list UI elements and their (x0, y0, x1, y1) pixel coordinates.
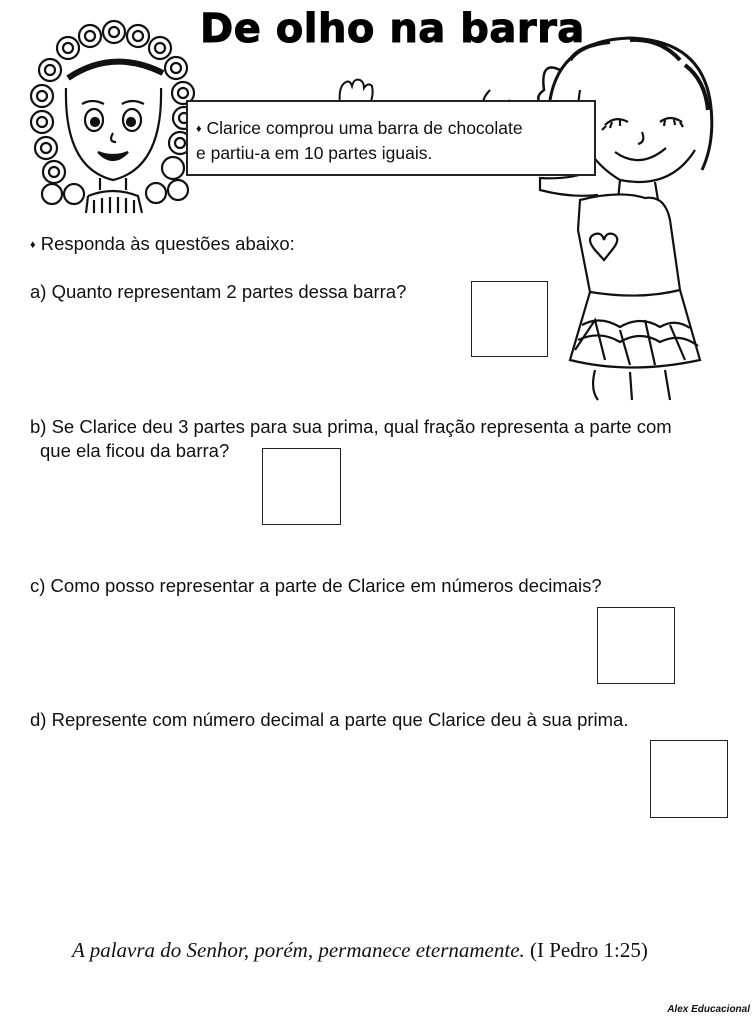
question-c: c) Como posso representar a parte de Clarice em números decimais? (30, 575, 602, 596)
diamond-bullet-icon: ♦ (196, 123, 202, 135)
question-b-line-1: b) Se Clarice deu 3 partes para sua prima, qual fração representa a parte com (30, 416, 672, 437)
answer-box-a[interactable] (471, 281, 548, 357)
sign-text-1: Clarice comprou uma barra de chocolate (206, 118, 523, 138)
question-d: d) Represente com número decimal a parte que Clarice deu à sua prima. (30, 709, 629, 730)
sign-line-1 (196, 116, 586, 141)
question-a: a) Quanto representam 2 partes dessa barra? (30, 281, 407, 302)
answer-box-d[interactable] (650, 740, 728, 818)
answer-box-b[interactable] (262, 448, 341, 525)
answer-box-c[interactable] (597, 607, 675, 684)
instruction (30, 232, 295, 257)
bible-quote (72, 938, 648, 963)
instruction-text: Responda às questões abaixo: (40, 233, 295, 254)
curly-haired-girl-icon (28, 18, 203, 213)
diamond-bullet-icon: ♦ (30, 239, 36, 251)
quote-text: A palavra do Senhor, porém, permanece eternamente. (72, 938, 525, 962)
publisher-brand: Alex Educacional (667, 1004, 750, 1015)
sign-card (186, 100, 596, 176)
question-b-line-2: que ela ficou da barra? (40, 440, 230, 461)
sign-text-2: e partiu-a em 10 partes iguais. (196, 143, 433, 163)
quote-reference: (I Pedro 1:25) (530, 938, 648, 962)
page-title: De olho na barra (200, 6, 585, 52)
